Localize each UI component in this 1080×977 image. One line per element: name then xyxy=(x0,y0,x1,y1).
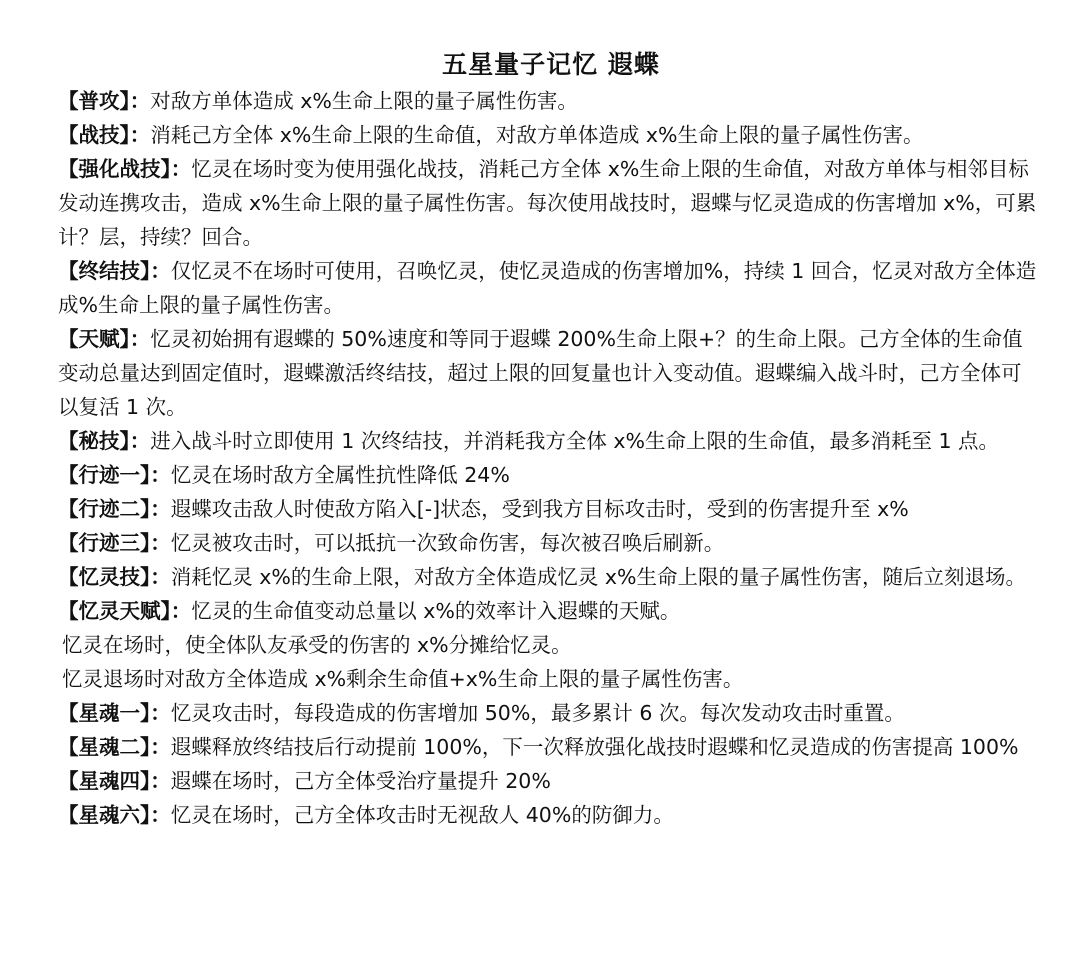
entry-text: 忆灵在场时，使全体队友承受的伤害的 x%分摊给忆灵。 xyxy=(62,633,572,657)
entry-label: 【行迹二】 xyxy=(58,497,151,521)
entry-ultimate: 【终结技】：仅忆灵不在场时可使用，召唤忆灵，使忆灵造成的伤害增加%，持续 1 回合，忆灵对敌方全体造成%生命上限的量子属性伤害。 xyxy=(58,259,1037,317)
entry-text: 忆灵初始拥有遐蝶的 50%速度和等同于遐蝶 200%生命上限+？的生命上限。己方全体的生命值变动总量达到固定值时，遐蝶激活终结技，超过上限的回复量也计入变动值。遐蝶编入战斗时，己方全体可以复活 1 次。 xyxy=(58,327,1023,419)
entry-text: 忆灵退场时对敌方全体造成 x%剩余生命值+x%生命上限的量子属性伤害。 xyxy=(62,667,744,691)
entry-text: 遐蝶释放终结技后行动提前 100%，下一次释放强化战技时遐蝶和忆灵造成的伤害提高 100% xyxy=(170,735,1019,759)
entry-memosprite-talent-extra-2 xyxy=(62,662,1040,696)
entry-talent: 【天赋】：忆灵初始拥有遐蝶的 50%速度和等同于遐蝶 200%生命上限+？的生命上限。己方全体的生命值变动总量达到固定值时，遐蝶激活终结技，超过上限的回复量也计入变动值。遐蝶编入战斗时，己方全体可以复活 1 次。 xyxy=(58,327,1023,419)
entry-trace-2: 【行迹二】：遐蝶攻击敌人时使敌方陷入[-]状态，受到我方目标攻击时，受到的伤害提升至 x% xyxy=(58,497,909,521)
entry-label: 【行迹一】 xyxy=(58,463,151,487)
entry-text: 忆灵被攻击时，可以抵抗一次致命伤害，每次被召唤后刷新。 xyxy=(170,531,725,555)
entry-text: 忆灵攻击时，每段造成的伤害增加 50%，最多累计 6 次。每次发动攻击时重置。 xyxy=(170,701,905,725)
entry-label: 【行迹三】 xyxy=(58,531,151,555)
entry-label: 【忆灵技】 xyxy=(58,565,151,589)
entry-label: 【忆灵天赋】 xyxy=(58,599,171,623)
entry-label: 【星魂六】 xyxy=(58,803,151,827)
entry-text: 进入战斗时立即使用 1 次终结技，并消耗我方全体 x%生命上限的生命值，最多消耗至 1 点。 xyxy=(150,429,1000,453)
entry-technique: 【秘技】：进入战斗时立即使用 1 次终结技，并消耗我方全体 x%生命上限的生命值，最多消耗至 1 点。 xyxy=(58,429,1000,453)
entry-basic-attack: 【普攻】：对敌方单体造成 x%生命上限的量子属性伤害。 xyxy=(58,89,578,113)
entry-eidolon-6: 【星魂六】：忆灵在场时，己方全体攻击时无视敌人 40%的防御力。 xyxy=(58,803,674,827)
entry-enhanced-skill: 【强化战技】：忆灵在场时变为使用强化战技，消耗己方全体 x%生命上限的生命值，对敌方单体与相邻目标发动连携攻击，造成 x%生命上限的量子属性伤害。每次使用战技时，遐蝶与忆灵造成的伤害增加 x%，可累计？层，持续？回合。 xyxy=(58,157,1037,249)
page-title: 五星量子记忆 遐蝶 xyxy=(442,50,660,79)
entry-text: 消耗己方全体 x%生命上限的生命值，对敌方单体造成 x%生命上限的量子属性伤害。 xyxy=(150,123,924,147)
entry-text: 忆灵在场时敌方全属性抗性降低 24% xyxy=(170,463,510,487)
entry-label: 【秘技】 xyxy=(58,429,130,453)
entry-label: 【天赋】 xyxy=(58,327,130,351)
entry-eidolon-4: 【星魂四】：遐蝶在场时，己方全体受治疗量提升 20% xyxy=(58,769,551,793)
entry-text: 仅忆灵不在场时可使用，召唤忆灵，使忆灵造成的伤害增加%，持续 1 回合，忆灵对敌方全体造成%生命上限的量子属性伤害。 xyxy=(58,259,1037,317)
entry-label: 【星魂一】 xyxy=(58,701,151,725)
entry-eidolon-1: 【星魂一】：忆灵攻击时，每段造成的伤害增加 50%，最多累计 6 次。每次发动攻击时重置。 xyxy=(58,701,905,725)
entry-label: 【强化战技】 xyxy=(58,157,171,181)
entry-memosprite-talent: 【忆灵天赋】：忆灵的生命值变动总量以 x%的效率计入遐蝶的天赋。 xyxy=(58,599,681,623)
entry-text: 忆灵的生命值变动总量以 x%的效率计入遐蝶的天赋。 xyxy=(191,599,681,623)
entry-text: 忆灵在场时变为使用强化战技，消耗己方全体 x%生命上限的生命值，对敌方单体与相邻目标发动连携攻击，造成 x%生命上限的量子属性伤害。每次使用战技时，遐蝶与忆灵造成的伤害增加 x%，可累计？层，持续？回合。 xyxy=(58,157,1037,249)
entry-memosprite-skill: 【忆灵技】：消耗忆灵 x%的生命上限，对敌方全体造成忆灵 x%生命上限的量子属性伤害，随后立刻退场。 xyxy=(58,565,1027,589)
entry-text: 遐蝶攻击敌人时使敌方陷入[-]状态，受到我方目标攻击时，受到的伤害提升至 x% xyxy=(170,497,909,521)
entry-label: 【普攻】 xyxy=(58,89,130,113)
entry-text: 消耗忆灵 x%的生命上限，对敌方全体造成忆灵 x%生命上限的量子属性伤害，随后立刻退场。 xyxy=(170,565,1027,589)
entry-text: 忆灵在场时，己方全体攻击时无视敌人 40%的防御力。 xyxy=(170,803,674,827)
entry-label: 【终结技】 xyxy=(58,259,151,283)
entry-label: 【战技】 xyxy=(58,123,130,147)
entry-eidolon-2: 【星魂二】：遐蝶释放终结技后行动提前 100%，下一次释放强化战技时遐蝶和忆灵造成的伤害提高 100% xyxy=(58,735,1019,759)
entry-trace-1: 【行迹一】：忆灵在场时敌方全属性抗性降低 24% xyxy=(58,463,510,487)
entry-label: 【星魂二】 xyxy=(58,735,151,759)
entry-trace-3: 【行迹三】：忆灵被攻击时，可以抵抗一次致命伤害，每次被召唤后刷新。 xyxy=(58,531,725,555)
entry-text: 遐蝶在场时，己方全体受治疗量提升 20% xyxy=(170,769,551,793)
entry-memosprite-talent-extra-1 xyxy=(62,628,1040,662)
entry-skill: 【战技】：消耗己方全体 x%生命上限的生命值，对敌方单体造成 x%生命上限的量子属性伤害。 xyxy=(58,123,924,147)
entry-text: 对敌方单体造成 x%生命上限的量子属性伤害。 xyxy=(150,89,578,113)
entry-label: 【星魂四】 xyxy=(58,769,151,793)
